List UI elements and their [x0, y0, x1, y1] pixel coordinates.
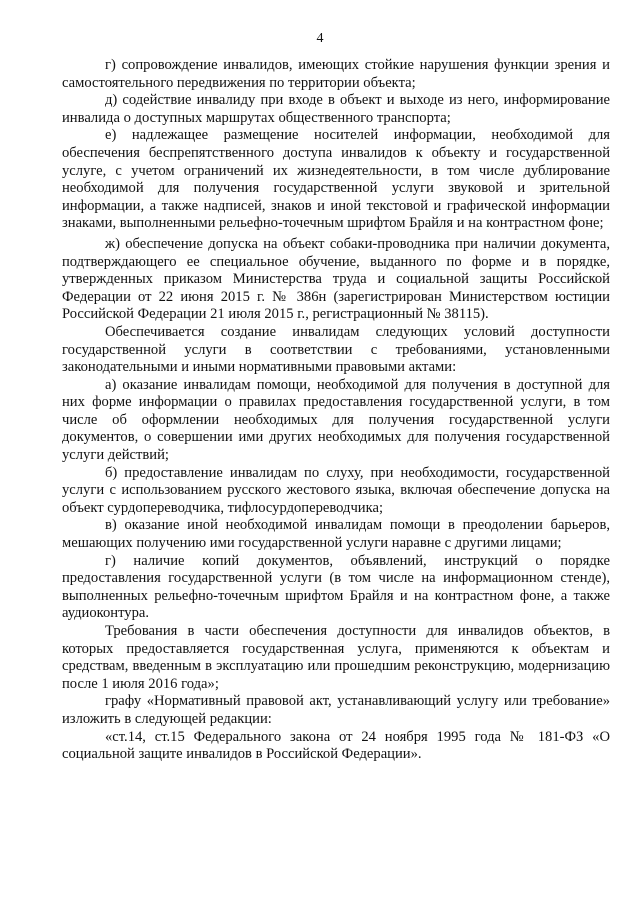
paragraph-requirements: Требования в части обеспечения доступности для инвалидов объектов, в которых предоставляется государственная услуга, применяются к объектам и средствам, введенным в эксплуатацию или прошедшим реконструкцию, модернизацию после 1 июля 2016 года»; [62, 623, 610, 692]
document-body [62, 57, 610, 764]
paragraph-b-sign-language: б) предоставление инвалидам по слуху, при необходимости, государственной услуги с использованием русского жестового языка, включая обеспечение допуска на объект сурдопереводчика, тифлосурдопереводчика; [62, 464, 610, 516]
paragraph-v-barriers: в) оказание иной необходимой инвалидам помощи в преодолении барьеров, мешающих получению ими государственной услуги наравне с другими лицами; [62, 517, 610, 552]
paragraph-law-reference: «ст.14, ст.15 Федерального закона от 24 ноября 1995 года № 181-ФЗ «О социальной защите инвалидов в Российской Федерации». [62, 728, 610, 763]
paragraph-zh-guide-dog: ж) обеспечение допуска на объект собаки-проводника при наличии документа, подтверждающего ее специальное обучение, выданного по форме и в порядке, утвержденных приказом Министерства труда и социальной защиты Российской Федерации от 22 июня 2015 г. № 386н (зарегистрирован Министерством юстиции Российской Федерации 21 июля 2015 г., регистрационный № 38115). [62, 235, 610, 323]
paragraph-g-braille-copies: г) наличие копий документов, объявлений, инструкций о порядке предоставления государственной услуги (в том числе на информационном стенде), выполненных рельефно-точечным шрифтом Брайля и на контрастном фоне, а также аудиоконтура. [62, 552, 610, 622]
paragraph-column-edit: графу «Нормативный правовой акт, устанавливающий услугу или требование» изложить в следующей редакции: [62, 693, 610, 727]
paragraph-e-information-placement: е) надлежащее размещение носителей информации, необходимой для обеспечения беспрепятственного доступа инвалидов к объекту и государственной услуге, с учетом ограничений их жизнедеятельности, в том числе дублирование необходимой для получения государственной услуги звуковой и зрительной информации, а также надписей, знаков и иной текстовой и графической информации знаками, выполненными рельефно-точечным шрифтом Брайля и на контрастном фоне; [62, 127, 610, 232]
paragraph-a-assistance: а) оказание инвалидам помощи, необходимой для получения в доступной для них форме информации о правилах предоставления государственной услуги, в том числе об оформлении необходимых для получения государственной услуги документов, о совершении ими других необходимых для получения государственной услуги действий; [62, 376, 610, 464]
paragraph-g-accompaniment: г) сопровождение инвалидов, имеющих стойкие нарушения функции зрения и самостоятельного передвижения по территории объекта; [62, 57, 610, 91]
page-number: 4 [316, 31, 324, 46]
paragraph-accessibility-conditions: Обеспечивается создание инвалидам следующих условий доступности государственной услуги в соответствии с требованиями, установленными законодательными и иными нормативными правовыми актами: [62, 323, 610, 376]
paragraph-d-entry-assistance: д) содействие инвалиду при входе в объект и выходе из него, информирование инвалида о доступных маршрутах общественного транспорта; [62, 92, 610, 126]
